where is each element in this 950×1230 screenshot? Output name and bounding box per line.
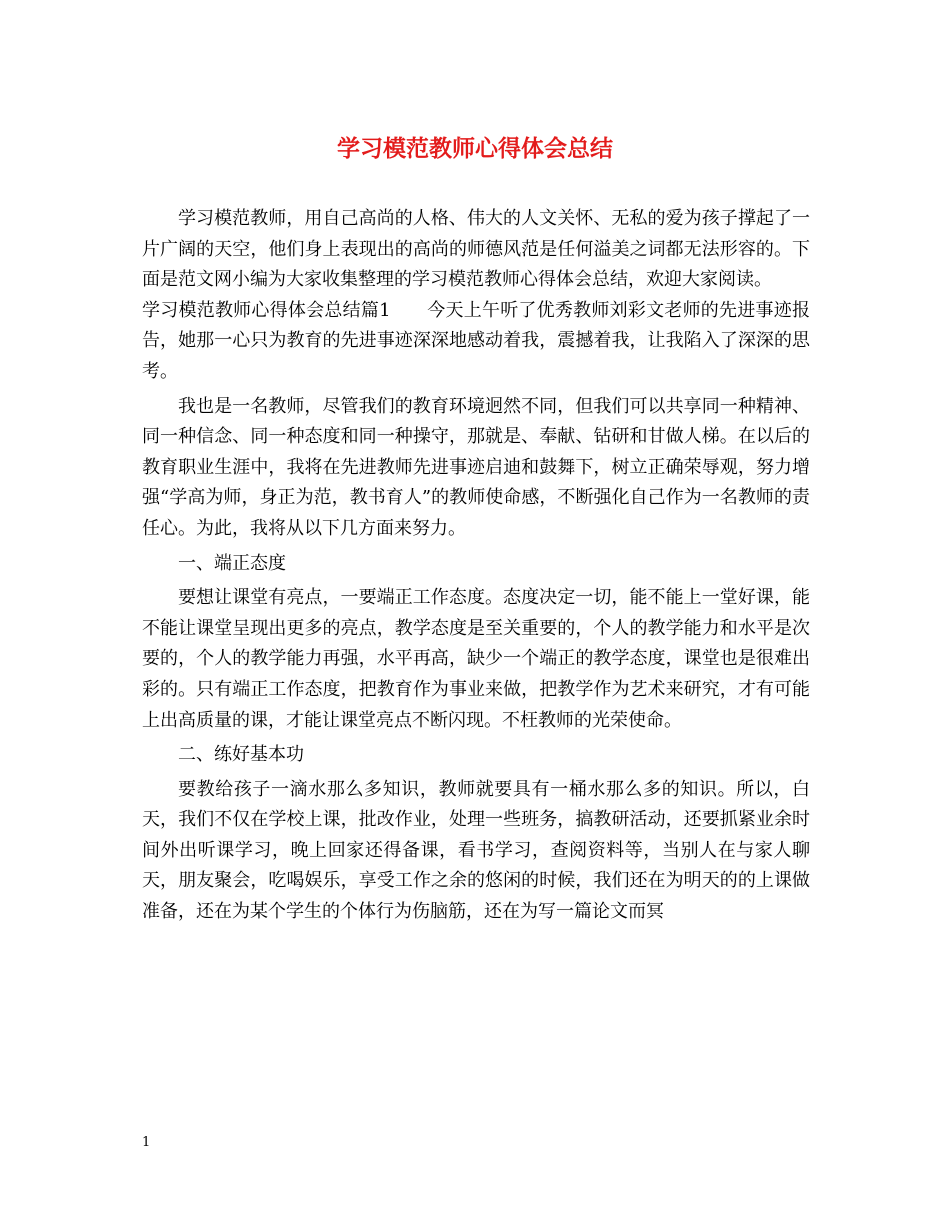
commitment-paragraph: 我也是一名教师，尽管我们的教育环境迥然不同，但我们可以共享同一种精神、同一种信念、同一种态度和同一种操守，那就是、奉献、钻研和甘做人梯。在以后的教育职业生涯中，我将在先进教师先进事迹启迪和鼓舞下，树立正确荣辱观，努力增强“学高为师，身正为范，教书育人”的教师使命感，不断强化自己作为一名教师的责任心。为此，我将从以下几方面来努力。 bbox=[142, 395, 810, 539]
attitude-paragraph: 要想让课堂有亮点，一要端正工作态度。态度决定一切，能不能上一堂好课，能不能让课堂呈现出更多的亮点，教学态度是至关重要的，个人的教学能力和水平是次要的，个人的教学能力再强，水平再高，缺少一个端正的教学态度，课堂也是很难出彩的。只有端正工作态度，把教育作为事业来做，把教学作为艺术来研究，才有可能上出高质量的课，才能让课堂亮点不断闪现。不枉教师的光荣使命。 bbox=[142, 587, 810, 731]
section-heading-basic-skills: 二、练好基本功 bbox=[178, 744, 304, 766]
document-title: 学习模范教师心得体会总结 bbox=[337, 135, 613, 162]
page-number: 1 bbox=[142, 1135, 151, 1150]
section-heading-attitude: 一、端正态度 bbox=[178, 552, 286, 574]
intro-paragraph: 学习模范教师，用自己高尚的人格、伟大的人文关怀、无私的爱为孩子撑起了一片广阔的天空，他们身上表现出的高尚的师德风范是任何溢美之词都无法形容的。下面是范文网小编为大家收集整理的学习模范教师心得体会总结，欢迎大家阅读。 bbox=[142, 208, 810, 291]
basic-skills-paragraph: 要教给孩子一滴水那么多知识，教师就要具有一桶水那么多的知识。所以，白天，我们不仅在学校上课，批改作业，处理一些班务，搞教研活动，还要抓紧业余时间外出听课学习，晚上回家还得备课，看书学习，查阅资料等，当别人在与家人聊天，朋友聚会，吃喝娱乐，享受工作之余的悠闲的时候，我们还在为明天的的上课做准备，还在为某个学生的个体行为伤脑筋，还在为写一篇论文而冥 bbox=[142, 778, 810, 923]
article-heading-paragraph: 学习模范教师心得体会总结篇1 今天上午听了优秀教师刘彩文老师的先进事迹报告，她那一心只为教育的先进事迹深深地感动着我，震撼着我，让我陷入了深深的思考。 bbox=[142, 299, 810, 382]
document-body bbox=[142, 204, 810, 928]
